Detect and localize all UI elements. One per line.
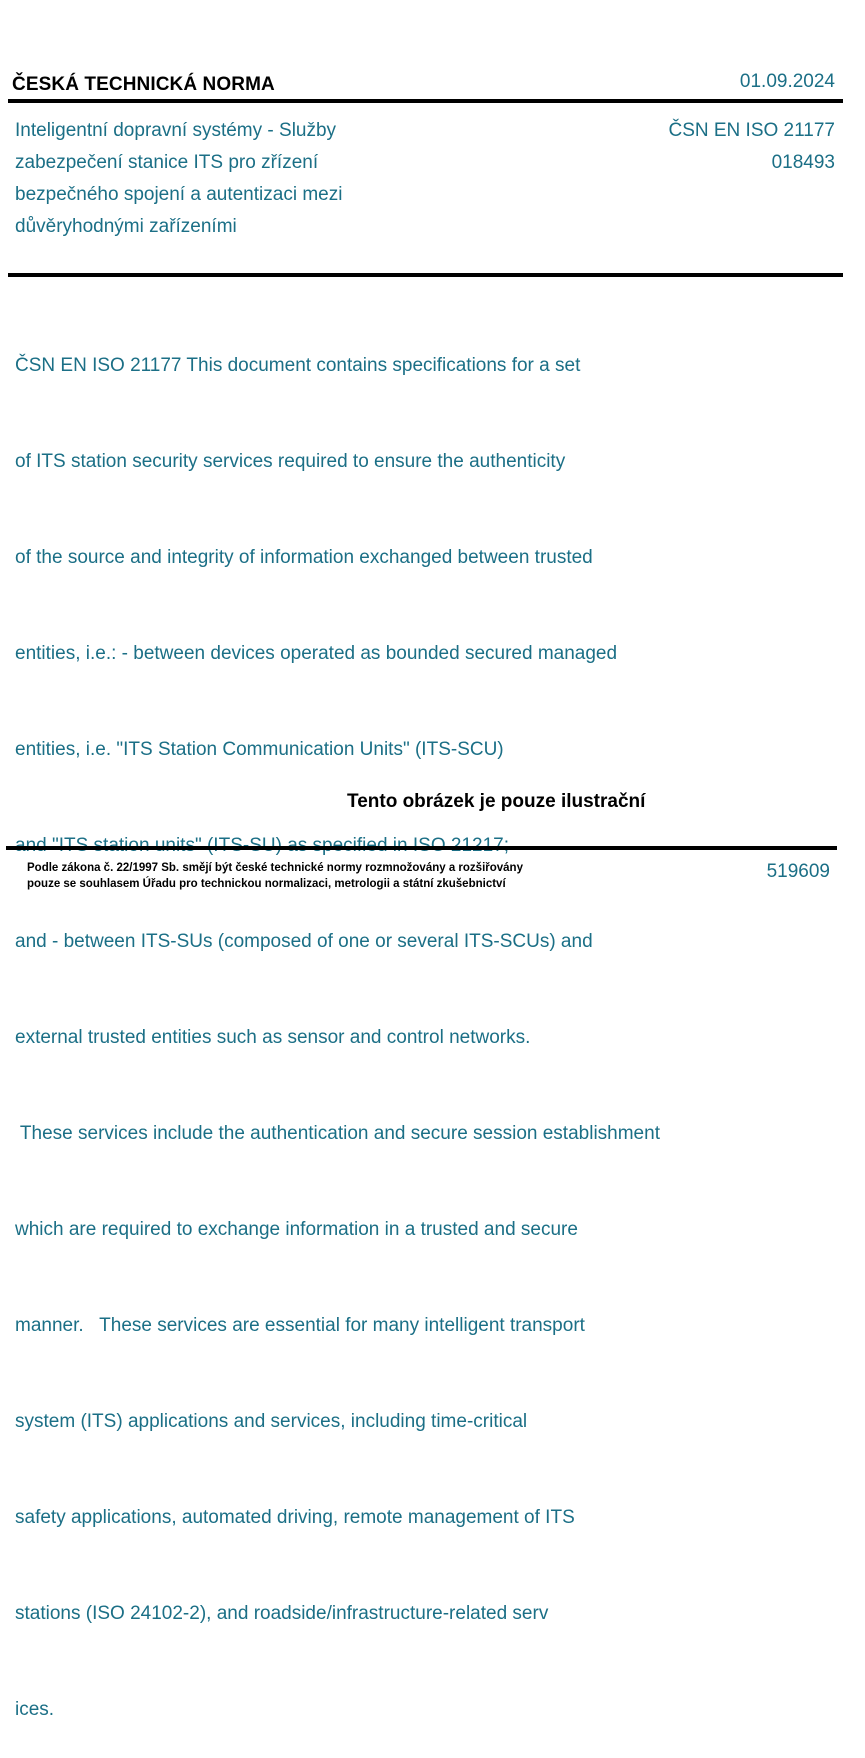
abstract-line: system (ITS) applications and services, including time-critical	[15, 1411, 528, 1432]
abstract-line: manner. These services are essential for many intelligent transport	[15, 1315, 585, 1336]
standard-title	[15, 115, 415, 243]
abstract-line: of the source and integrity of information exchanged between trusted	[15, 547, 593, 568]
abstract-line: entities, i.e.: - between devices operated as bounded secured managed	[15, 643, 618, 664]
copyright-line: pouze se souhlasem Úřadu pro technickou normalizaci, metrologii a státní zkušebnictví	[27, 878, 506, 890]
abstract-line: ČSN EN ISO 21177 This document contains specifications for a set	[15, 355, 581, 376]
standard-title-line: bezpečného spojení a autentizaci mezi	[15, 184, 343, 205]
abstract-line: safety applications, automated driving, remote management of ITS	[15, 1507, 575, 1528]
abstract-line: entities, i.e. "ITS Station Communication Units" (ITS-SCU)	[15, 739, 504, 760]
publication-date: 01.09.2024	[739, 71, 835, 92]
footer-divider	[6, 846, 837, 850]
standard-title-line: důvěryhodnými zařízeními	[15, 216, 237, 237]
abstract-line: ices.	[15, 1699, 55, 1720]
standard-identifiers	[668, 115, 835, 179]
abstract-text	[15, 286, 775, 1758]
document-type-title: ČESKÁ TECHNICKÁ NORMA	[12, 74, 275, 95]
standard-designation: ČSN EN ISO 21177	[668, 120, 835, 141]
classification-number: 018493	[771, 152, 835, 173]
abstract-line: These services include the authentication and secure session establishment	[15, 1123, 660, 1144]
standard-title-line: zabezpečení stanice ITS pro zřízení	[15, 152, 319, 173]
abstract-line: which are required to exchange information in a trusted and secure	[15, 1219, 578, 1240]
abstract-line: of ITS station security services required to ensure the authenticity	[15, 451, 566, 472]
abstract-line: stations (ISO 24102-2), and roadside/infrastructure-related serv	[15, 1603, 549, 1624]
section-divider	[8, 273, 843, 277]
copyright-notice	[27, 860, 523, 892]
header-divider	[8, 99, 843, 103]
standard-title-line: Inteligentní dopravní systémy - Služby	[15, 120, 337, 141]
abstract-line: external trusted entities such as sensor and control networks.	[15, 1027, 531, 1048]
abstract-line: and - between ITS-SUs (composed of one or several ITS-SCUs) and	[15, 931, 593, 952]
illustration-disclaimer: Tento obrázek je pouze ilustrační	[347, 791, 646, 812]
document-number: 519609	[766, 861, 830, 882]
copyright-line: Podle zákona č. 22/1997 Sb. smějí být české technické normy rozmnožovány a rozšiřovány	[27, 862, 523, 874]
